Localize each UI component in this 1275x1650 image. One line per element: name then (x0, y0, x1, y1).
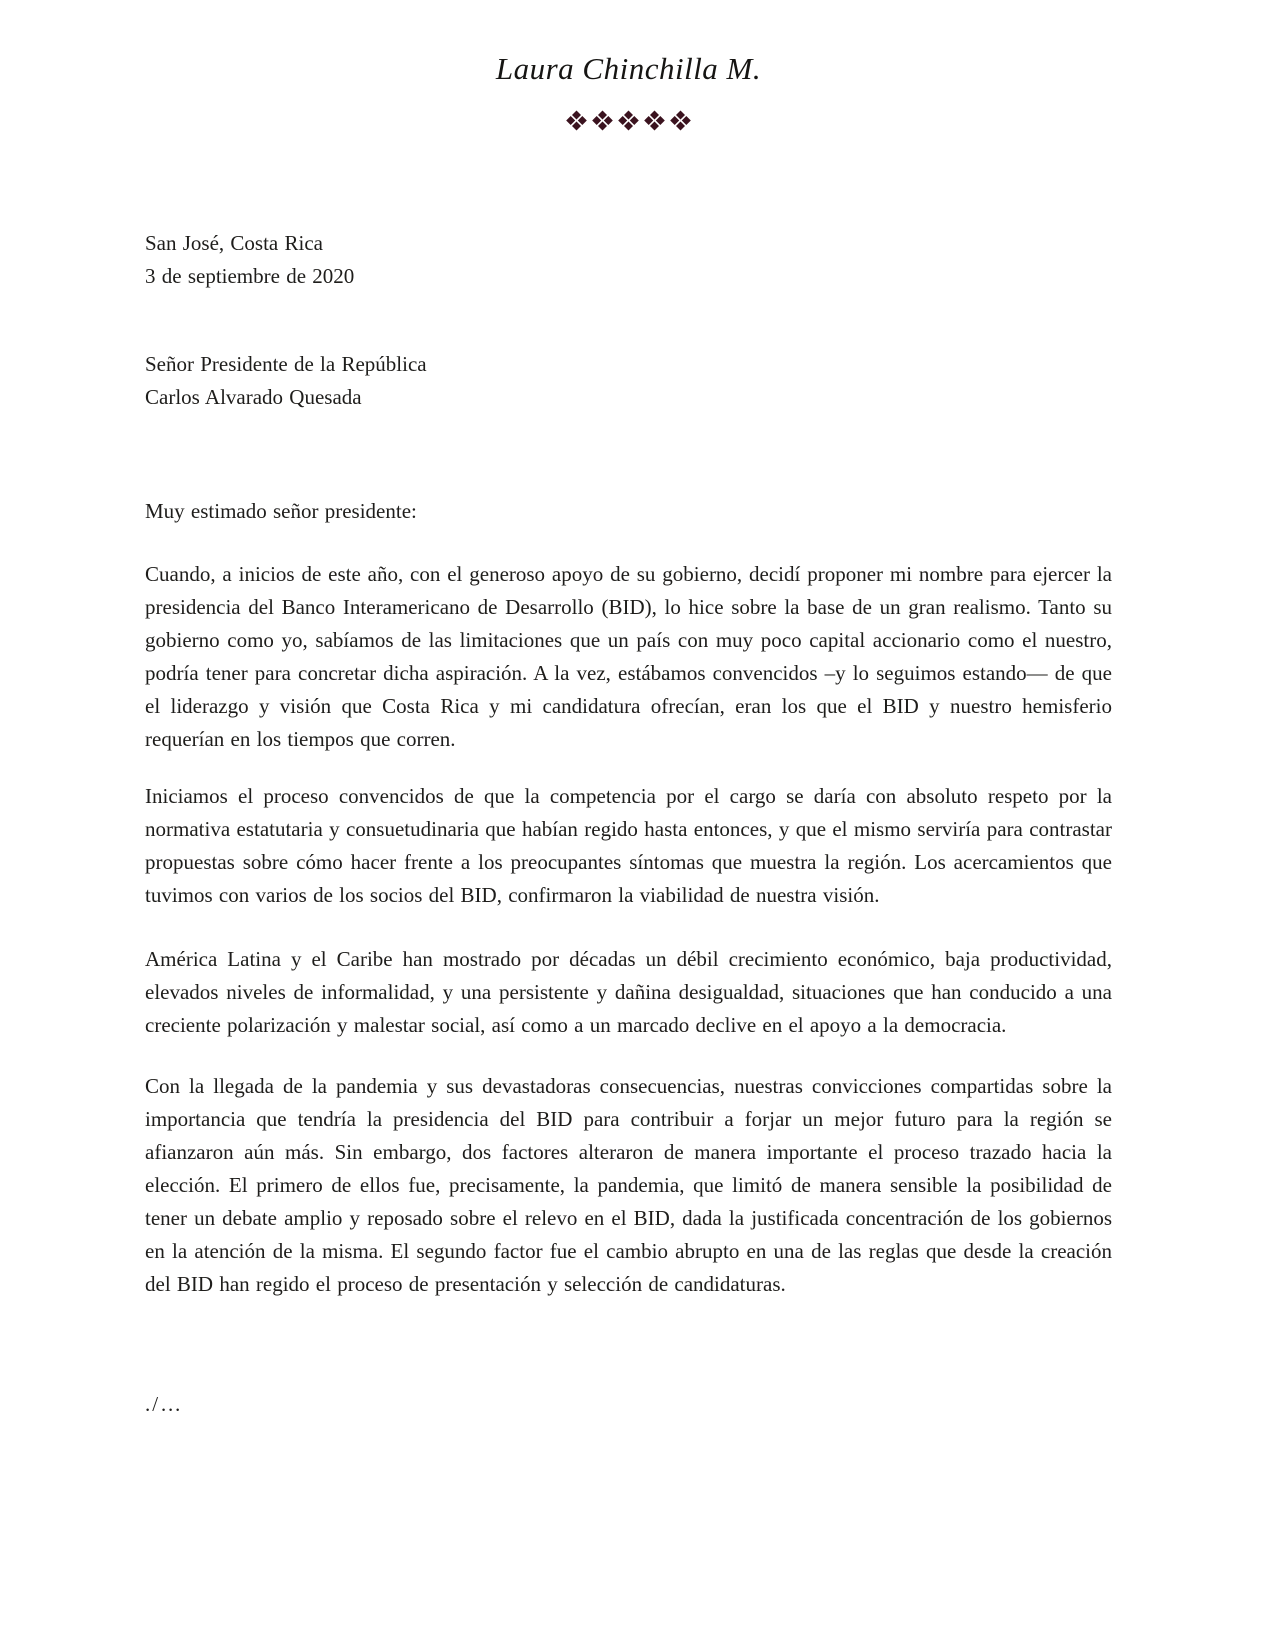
letter-place: San José, Costa Rica (145, 231, 323, 255)
diamond-cluster-icon (618, 110, 639, 131)
paragraph: América Latina y el Caribe han mostrado por décadas un débil crecimiento económico, baja productividad, elevados niveles de informalidad, y una persistente y dañina desigualdad, situaciones que han conducido a una creciente polarización y malestar social, así como a un marcado declive en el apoyo a la democracia. (145, 947, 1112, 1037)
letter-paragraphs (145, 558, 1112, 1301)
letterhead (145, 50, 1112, 132)
salutation: Muy estimado señor presidente: (145, 499, 417, 523)
ornament-divider (145, 109, 1112, 132)
letterhead-author-name: Laura Chinchilla M. (495, 51, 762, 86)
diamond-cluster-icon (644, 110, 665, 131)
recipient-name: Carlos Alvarado Quesada (145, 385, 362, 409)
paragraph: Iniciamos el proceso convencidos de que la competencia por el cargo se daría con absoluto respeto por la normativa estatutaria y consuetudinaria que habían regido hasta entonces, y que el mismo serviría para contrastar propuestas sobre cómo hacer frente a los preocupantes síntomas que muestra la región. Los acercamientos que tuvimos con varios de los socios del BID, confirmaron la viabilidad de nuestra visión. (145, 784, 1112, 907)
diamond-cluster-icon (670, 110, 691, 131)
letter-body (145, 227, 1112, 1421)
diamond-cluster-icon (566, 110, 587, 131)
recipient-title: Señor Presidente de la República (145, 352, 427, 376)
paragraph: Cuando, a inicios de este año, con el generoso apoyo de su gobierno, decidí proponer mi nombre para ejercer la presidencia del Banco Interamericano de Desarrollo (BID), lo hice sobre la base de un gran realismo. Tanto su gobierno como yo, sabíamos de las limitaciones que un país con muy poco capital accionario como el nuestro, podría tener para concretar dicha aspiración. A la vez, estábamos convencidos –y lo seguimos estando— de que el liderazgo y visión que Costa Rica y mi candidatura ofrecían, eran los que el BID y nuestro hemisferio requerían en los tiempos que corren. (145, 562, 1112, 751)
recipient-block (145, 348, 1112, 414)
continuation-mark: ./… (145, 1392, 184, 1416)
place-date-block (145, 227, 1112, 293)
paragraph: Con la llegada de la pandemia y sus devastadoras consecuencias, nuestras convicciones compartidas sobre la importancia que tendría la presidencia del BID para contribuir a forjar un mejor futuro para la región se afianzaron aún más. Sin embargo, dos factores alteraron de manera importante el proceso trazado hacia la elección. El primero de ellos fue, precisamente, la pandemia, que limitó de manera sensible la posibilidad de tener un debate amplio y reposado sobre el relevo en el BID, dada la justificada concentración de los gobiernos en la atención de la misma. El segundo factor fue el cambio abrupto en una de las reglas que desde la creación del BID han regido el proceso de presentación y selección de candidaturas. (145, 1074, 1112, 1296)
diamond-cluster-icon (592, 110, 613, 131)
letter-date: 3 de septiembre de 2020 (145, 264, 355, 288)
